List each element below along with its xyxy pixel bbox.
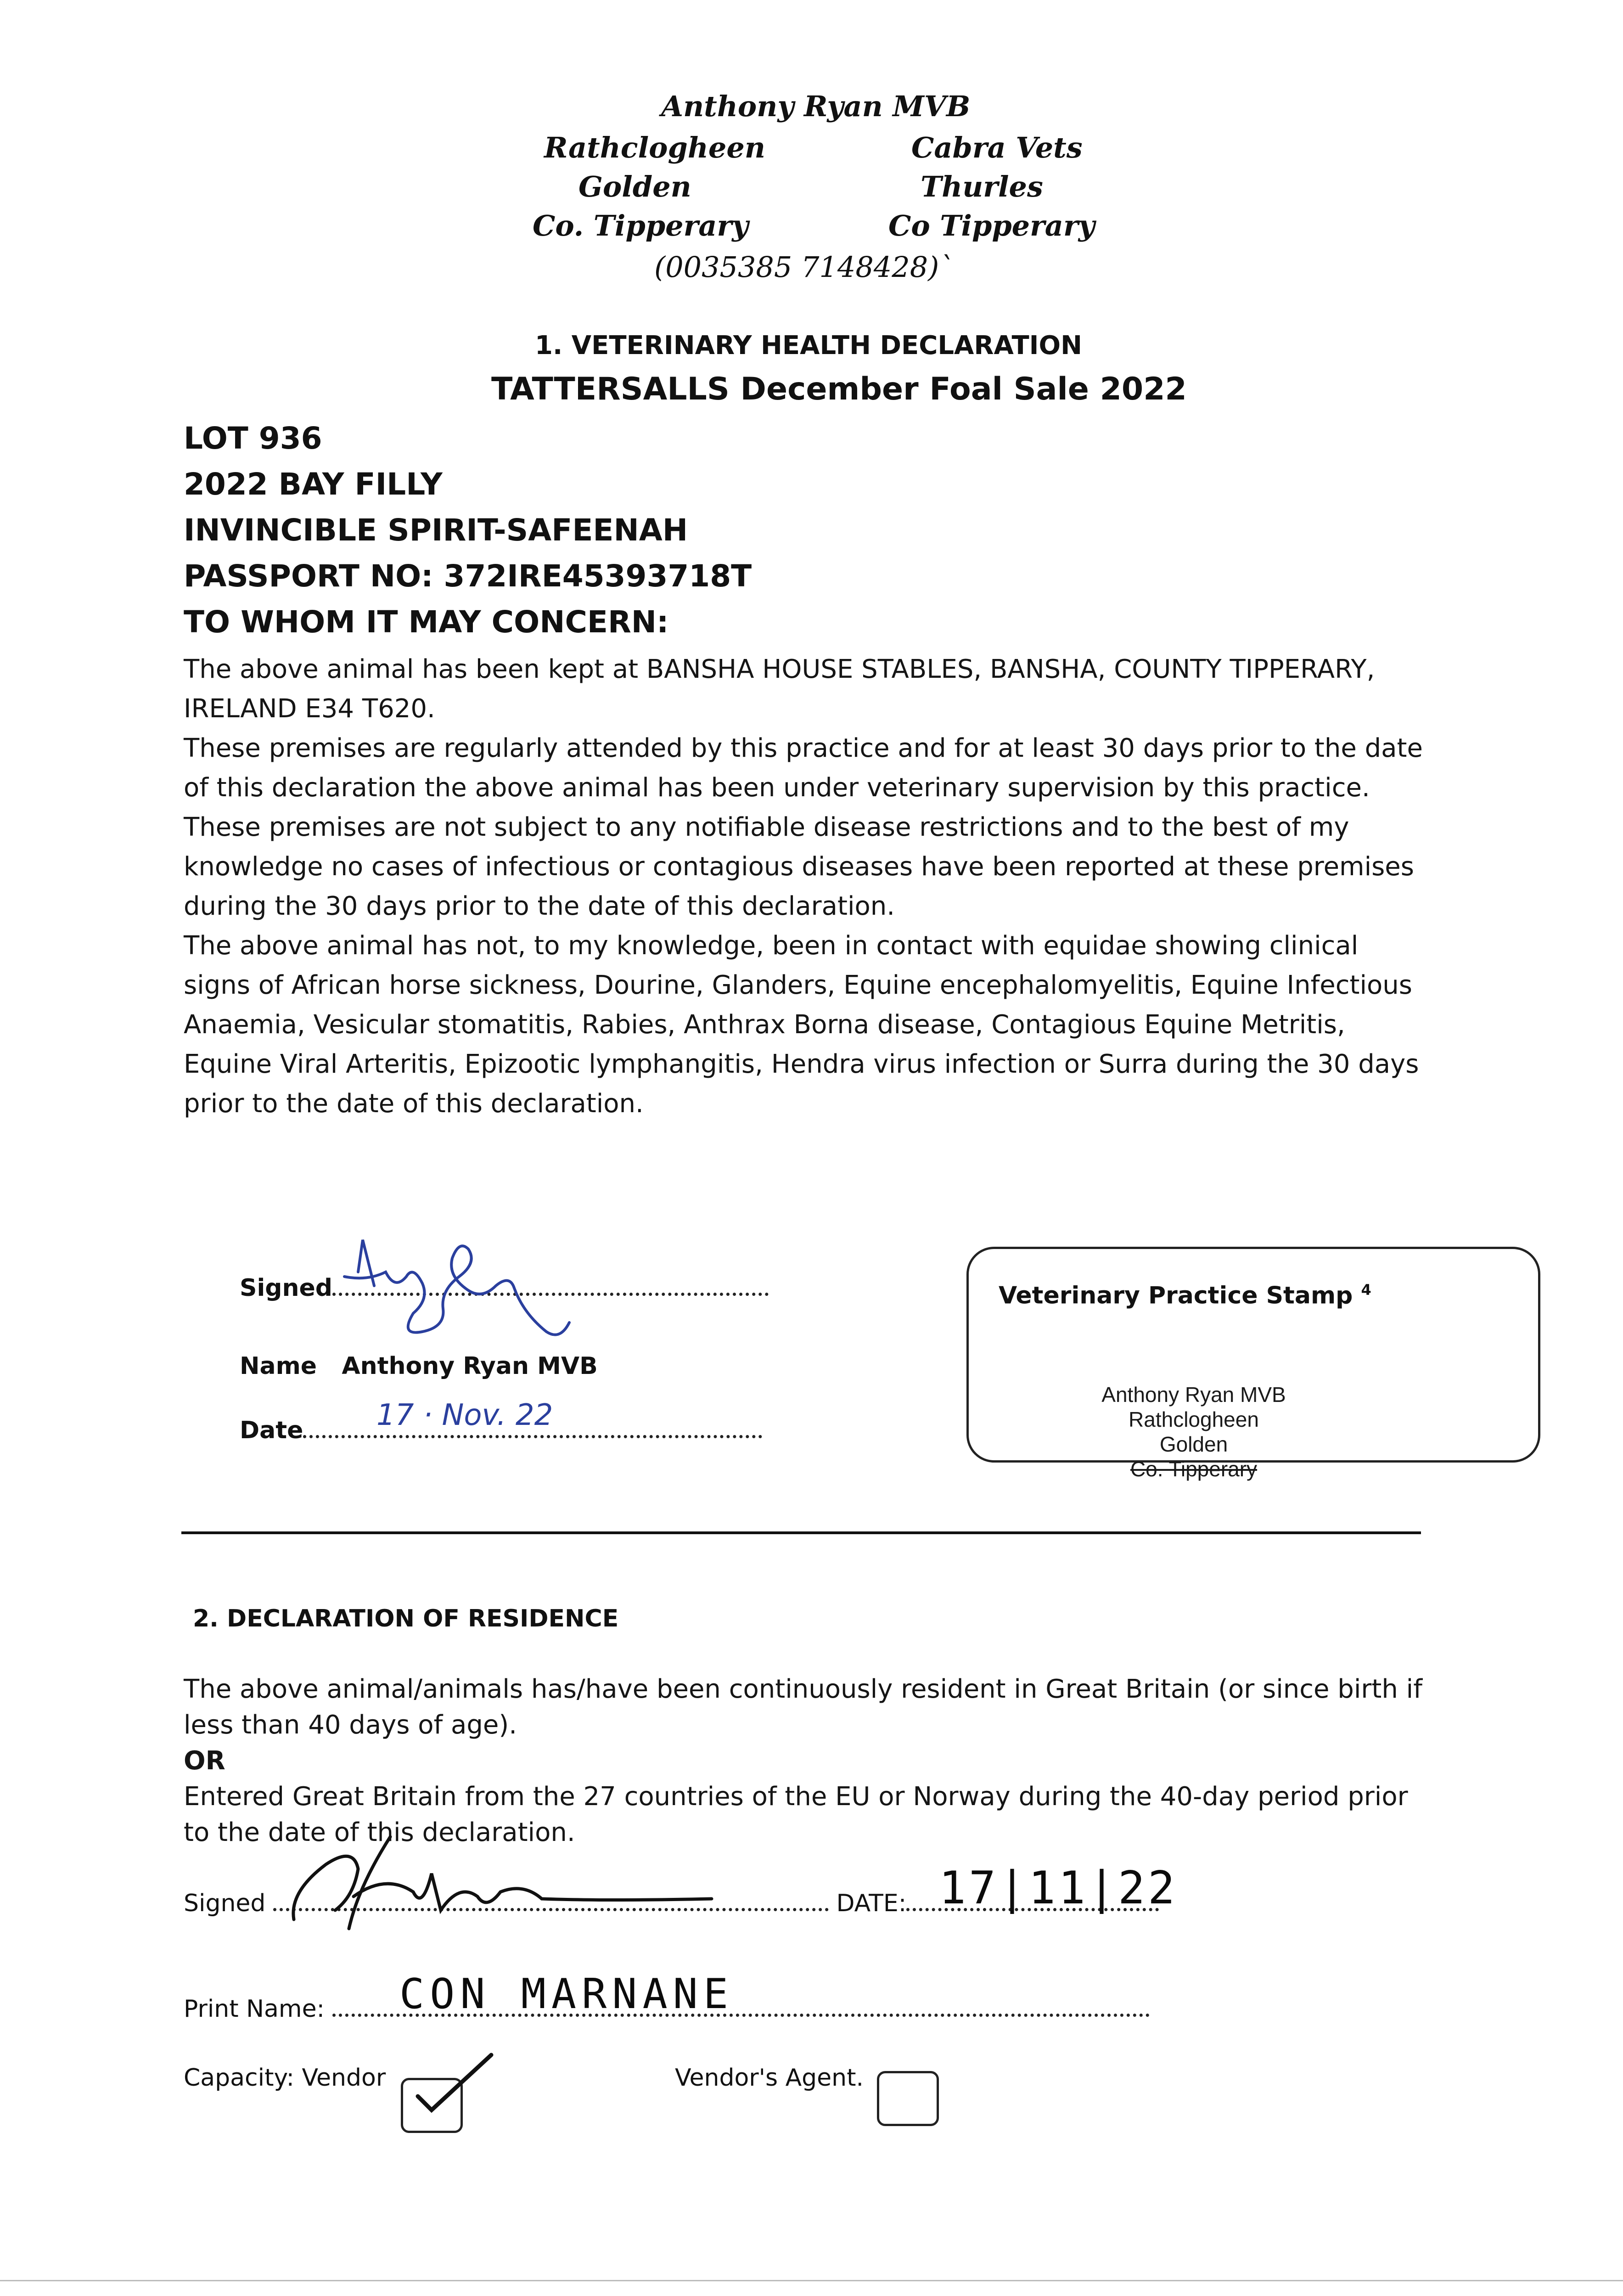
agent-label: Vendor's Agent. xyxy=(675,2064,864,2092)
stamp-superscript: 4 xyxy=(1361,1281,1371,1299)
pedigree: INVINCIBLE SPIRIT-SAFEENAH xyxy=(184,512,688,548)
vendor-check-mark xyxy=(404,2053,496,2126)
vet-name-label: Name xyxy=(240,1352,317,1380)
section1-heading: 1. VETERINARY HEALTH DECLARATION xyxy=(535,331,1082,360)
sale-title: TATTERSALLS December Foal Sale 2022 xyxy=(491,371,1187,407)
vet-date-value: 17 · Nov. 22 xyxy=(376,1398,553,1432)
stamp-label: Veterinary Practice Stamp xyxy=(999,1282,1353,1310)
residence-or: OR xyxy=(184,1746,225,1776)
paragraph-restrictions: These premises are not subject to any notifiable disease restrictions and to the best of my knowledge no cases of infectious or contagious diseases have been reported at these premises during the 30 days prior to the date of this declaration. xyxy=(184,812,1414,921)
section2-heading: 2. DECLARATION OF RESIDENCE xyxy=(193,1605,619,1632)
capacity-label: Capacity: Vendor xyxy=(184,2064,386,2092)
section-divider xyxy=(181,1531,1421,1534)
vendor-signed-label: Signed xyxy=(184,1890,266,1917)
vendor-date-label: DATE: xyxy=(836,1890,907,1917)
vet-signed-label: Signed xyxy=(240,1274,333,1302)
stamp-imprint xyxy=(1051,1382,1336,1481)
print-name-value: CON MARNANE xyxy=(399,1970,734,2018)
print-name-label: Print Name: xyxy=(184,1995,325,2023)
vet-signature xyxy=(331,1221,624,1350)
letterhead-left-line-1: Rathclogheen xyxy=(544,131,765,164)
letterhead-right-line-3: Co Tipperary xyxy=(888,209,1095,242)
declaration-body xyxy=(184,650,1423,1124)
vendor-signature xyxy=(285,1818,735,1938)
letterhead-right-line-1: Cabra Vets xyxy=(911,131,1083,164)
salutation: TO WHOM IT MAY CONCERN: xyxy=(184,604,669,640)
lot-number: LOT 936 xyxy=(184,421,322,456)
paragraph-supervision: These premises are regularly attended by this practice and for at least 30 days prior to the date of this declaration the above animal has been under veterinary supervision by this practice. xyxy=(184,733,1423,803)
paragraph-contact: The above animal has not, to my knowledge, been in contact with equidae showing clinical signs of African horse sickness, Dourine, Glanders, Equine encephalomyelitis, Equine Infectious Anaemia, Vesicular stomatitis, Rabies, Anthrax Borna disease, Contagious Equine Metritis, Equine Viral Arteritis, Epizootic lymphangitis, Hendra virus infection or Surra during the 30 days prior to the date of this declaration. xyxy=(184,931,1419,1119)
stamp-label-row xyxy=(999,1281,1371,1309)
page-bottom-edge xyxy=(0,2280,1623,2281)
stamp-line-1: Anthony Ryan MVB xyxy=(1101,1383,1286,1407)
vet-date-label: Date xyxy=(240,1417,303,1444)
vet-name-value: Anthony Ryan MVB xyxy=(342,1352,598,1380)
vet-name-row xyxy=(240,1352,598,1380)
stamp-line-3: Golden xyxy=(1159,1432,1228,1456)
stamp-line-2: Rathclogheen xyxy=(1129,1407,1259,1431)
vendor-date-value: 17|11|22 xyxy=(939,1862,1178,1914)
letterhead-left-line-2: Golden xyxy=(578,170,691,203)
passport-number: PASSPORT NO: 372IRE45393718T xyxy=(184,558,752,594)
residence-paragraph-1: The above animal/animals has/have been continuously resident in Great Britain (or since birth if less than 40 days of age). xyxy=(184,1674,1422,1740)
stamp-line-4: Co. Tipperary xyxy=(1130,1457,1258,1481)
letterhead-left-line-3: Co. Tipperary xyxy=(533,209,749,242)
agent-checkbox[interactable] xyxy=(877,2071,939,2126)
letterhead-right-line-2: Thurles xyxy=(921,170,1043,203)
animal-description: 2022 BAY FILLY xyxy=(184,467,443,502)
residence-paragraph-2: Entered Great Britain from the 27 countries of the EU or Norway during the 40-day period prior to the date of this declaration. xyxy=(184,1782,1408,1847)
paragraph-premises: The above animal has been kept at BANSHA HOUSE STABLES, BANSHA, COUNTY TIPPERARY, IRELAND E34 T620. xyxy=(184,654,1375,724)
letterhead-name: Anthony Ryan MVB xyxy=(661,90,971,123)
letterhead-phone: (0035385 7148428)` xyxy=(654,250,954,284)
